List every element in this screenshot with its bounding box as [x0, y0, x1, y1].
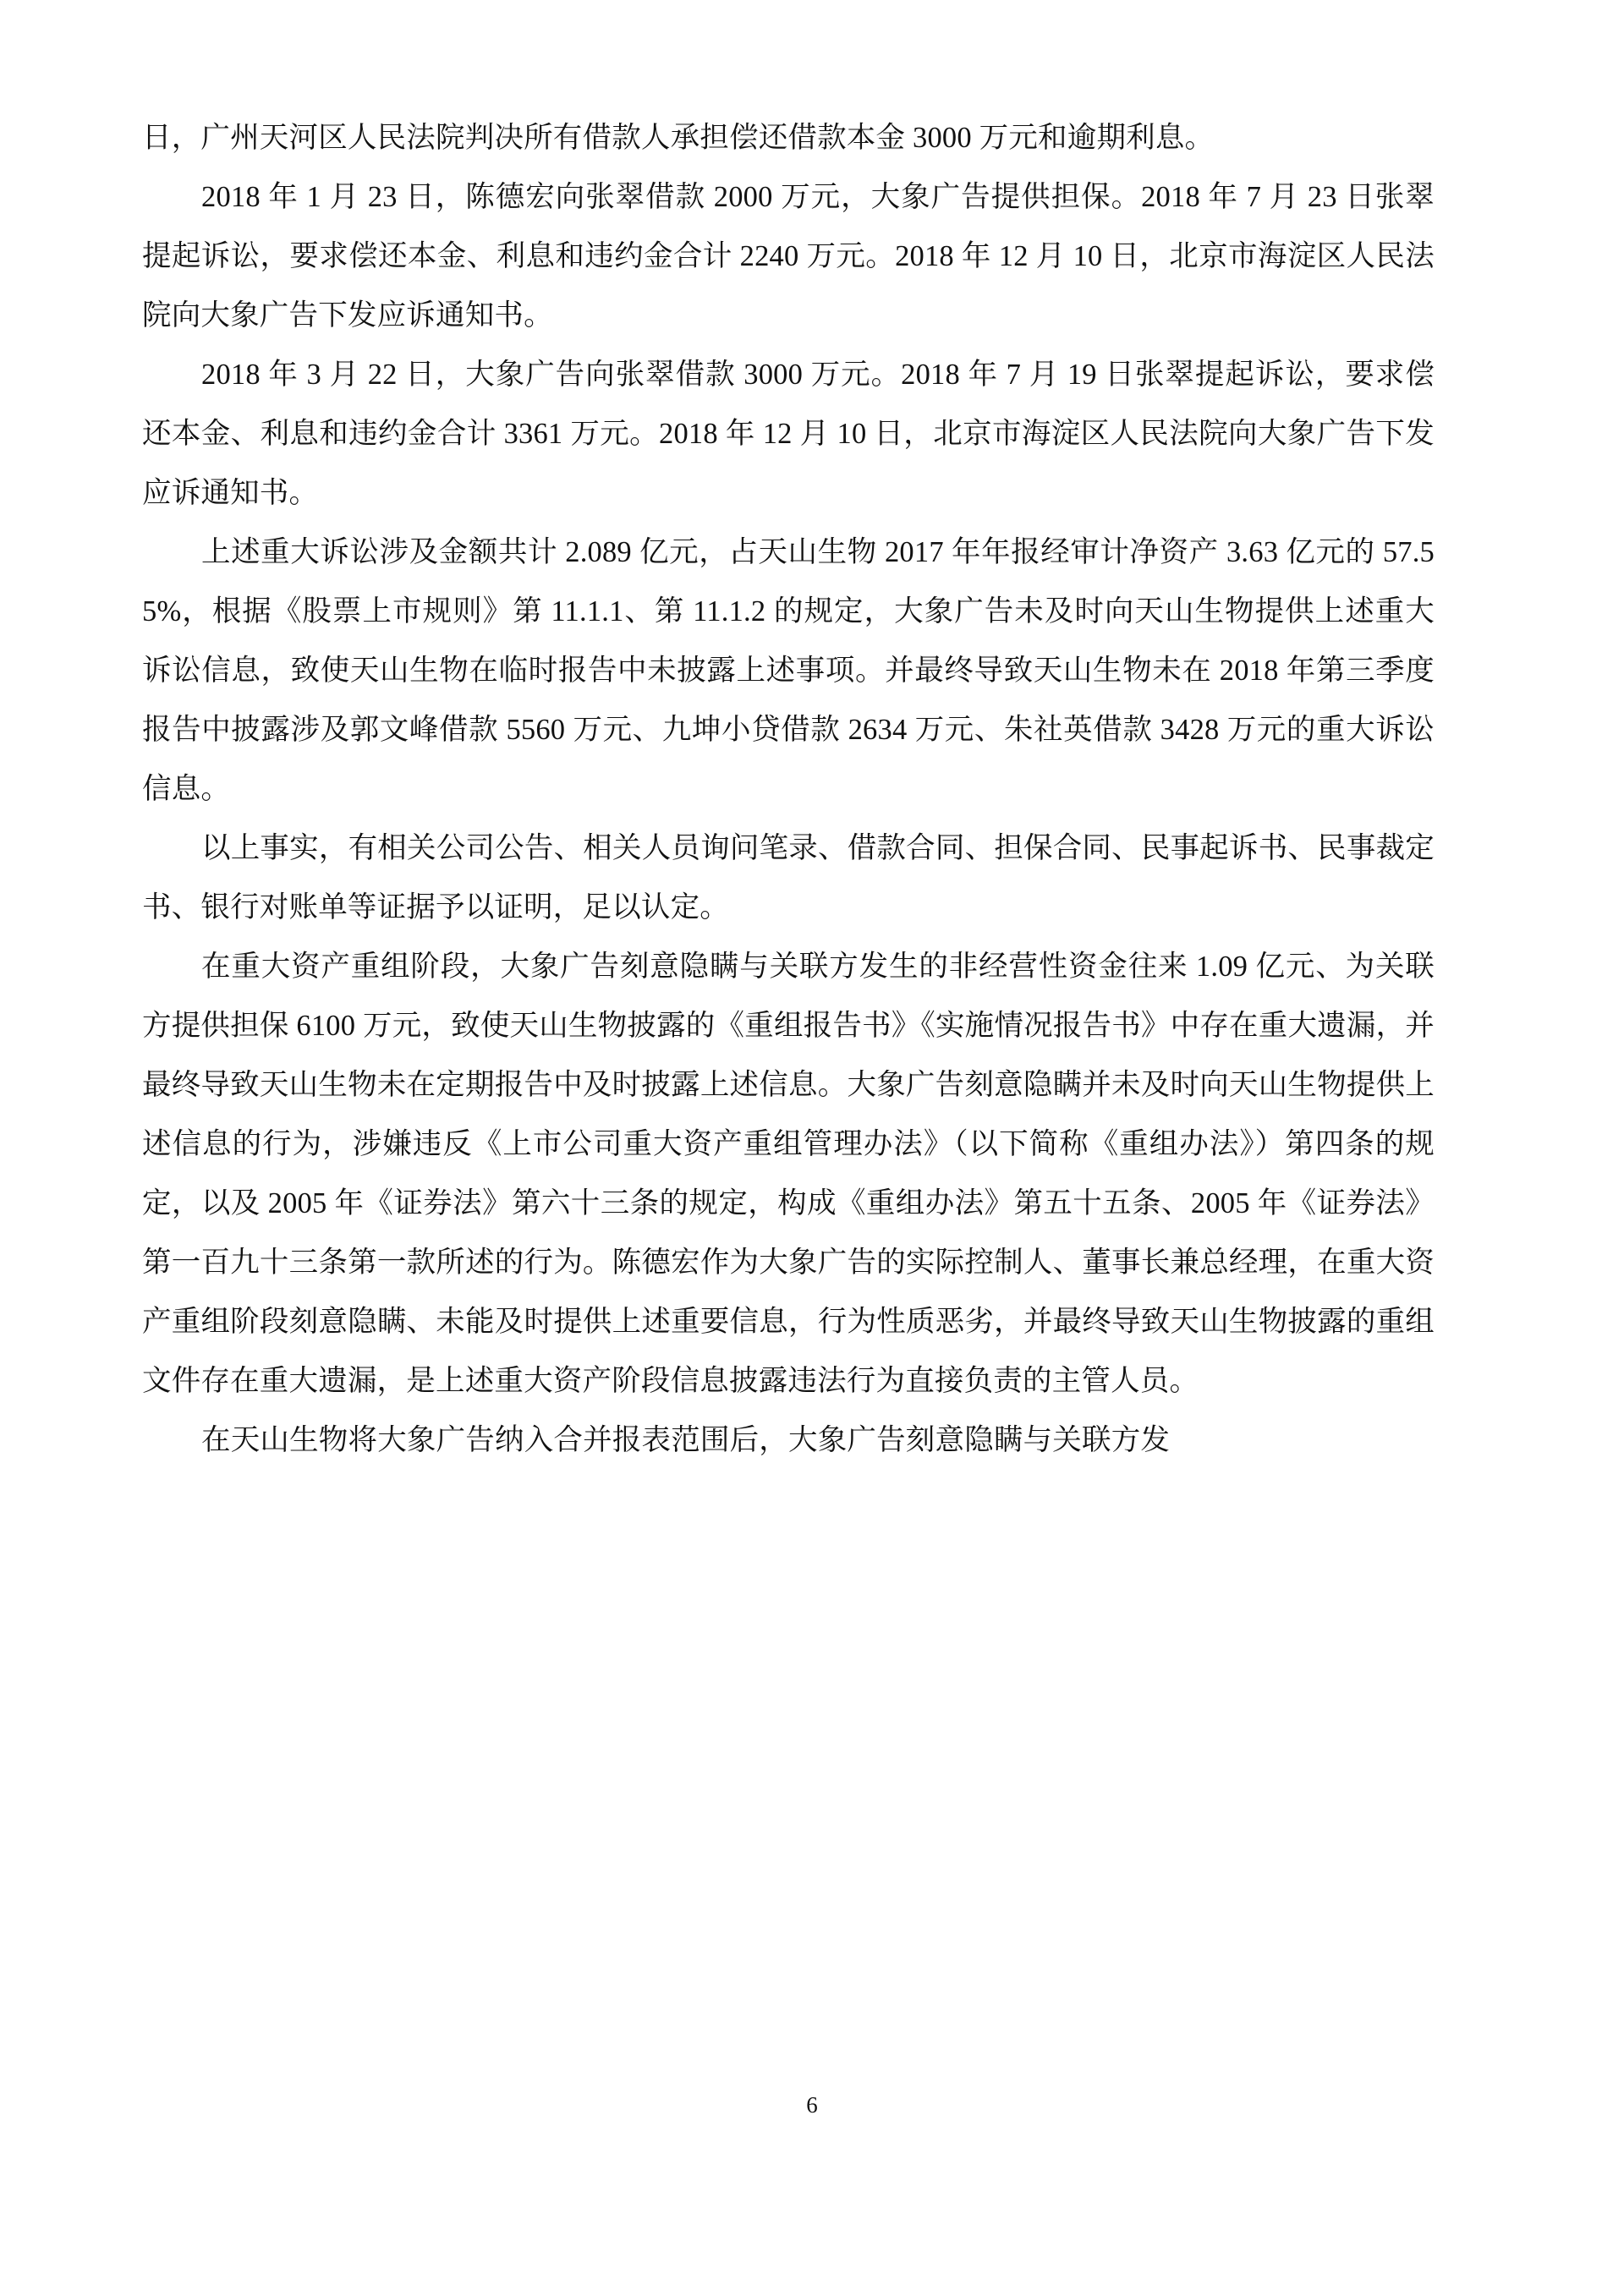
paragraph: 在天山生物将大象广告纳入合并报表范围后，大象广告刻意隐瞒与关联方发 — [201, 1424, 1171, 1456]
paragraph: 2018 年 3 月 22 日，大象广告向张翠借款 3000 万元。2018 年 7 月 19 日张翠提起诉讼，要求偿还本金、利息和违约金合计 3361 万元。2018 年 12 月 10 日，北京市海淀区人民法院向大象广告下发应诉通知书。 — [142, 359, 1435, 509]
page-number: 6 — [806, 2092, 818, 2118]
paragraph: 日，广州天河区人民法院判决所有借款人承担偿还借款本金 3000 万元和逾期利息。 — [142, 122, 1215, 154]
paragraph: 上述重大诉讼涉及金额共计 2.089 亿元，占天山生物 2017 年年报经审计净资产 3.63 亿元的 57.55%，根据《股票上市规则》第 11.1.1、第 11.1.2 的规定，大象广告未及时向天山生物提供上述重大诉讼信息，致使天山生物在临时报告中未披露上述事项。并最终导致天山生物未在 2018 年第三季度报告中披露涉及郭文峰借款 5560 万元、九坤小贷借款 2634 万元、朱社英借款 3428 万元的重大诉讼信息。 — [142, 536, 1435, 805]
paragraph: 在重大资产重组阶段，大象广告刻意隐瞒与关联方发生的非经营性资金往来 1.09 亿元、为关联方提供担保 6100 万元，致使天山生物披露的《重组报告书》《实施情况报告书》中存在重大遗漏，并最终导致天山生物未在定期报告中及时披露上述信息。大象广告刻意隐瞒并未及时向天山生物提供上述信息的行为，涉嫌违反《上市公司重大资产重组管理办法》（以下简称《重组办法》）第四条的规定，以及 2005 年《证券法》第六十三条的规定，构成《重组办法》第五十五条、2005 年《证券法》第一百九十三条第一款所述的行为。陈德宏作为大象广告的实际控制人、董事长兼总经理，在重大资产重组阶段刻意隐瞒、未能及时提供上述重要信息，行为性质恶劣，并最终导致天山生物披露的重组文件存在重大遗漏，是上述重大资产阶段信息披露违法行为直接负责的主管人员。 — [142, 951, 1435, 1397]
paragraph: 2018 年 1 月 23 日，陈德宏向张翠借款 2000 万元，大象广告提供担保。2018 年 7 月 23 日张翠提起诉讼，要求偿还本金、利息和违约金合计 2240 万元。2018 年 12 月 10 日，北京市海淀区人民法院向大象广告下发应诉通知书。 — [142, 181, 1435, 332]
page-body — [142, 108, 1435, 1470]
paragraph: 以上事实，有相关公司公告、相关人员询问笔录、借款合同、担保合同、民事起诉书、民事裁定书、银行对账单等证据予以证明，足以认定。 — [142, 832, 1435, 923]
